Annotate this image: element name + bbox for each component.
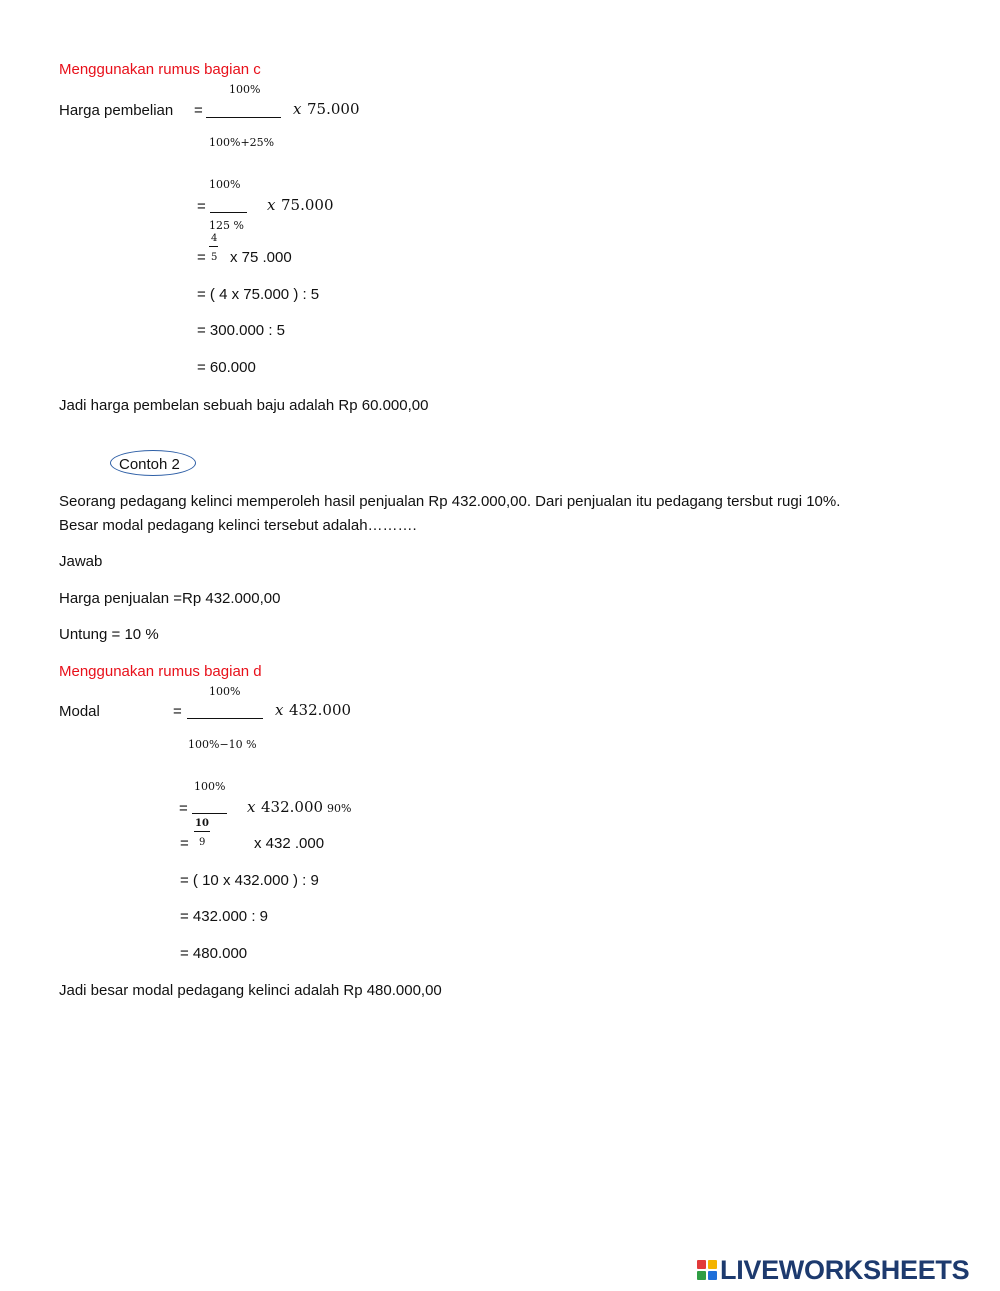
c-step-4: = ( 4 x 75.000 ) : 5 xyxy=(197,286,320,303)
c-frac1-value: 75.000 xyxy=(307,100,360,118)
c-step-5: = 300.000 : 5 xyxy=(197,322,285,339)
c-frac2-equals: = xyxy=(197,198,206,215)
c-frac2-bar xyxy=(210,212,247,213)
logo-text: LIVEWORKSHEETS xyxy=(720,1254,970,1285)
problem-line-2: Besar modal pedagang kelinci tersebut adalah………. xyxy=(59,517,417,534)
c-frac3-numerator: 4 xyxy=(211,233,218,244)
logo-block-l xyxy=(697,1260,706,1269)
liveworksheets-logo xyxy=(697,1256,969,1284)
logo-blocks-icon xyxy=(697,1260,717,1280)
given-selling-price: Harga penjualan =Rp 432.000,00 xyxy=(59,590,281,607)
answer-label: Jawab xyxy=(59,553,103,570)
c-frac1-denominator: 100%+25% xyxy=(209,136,275,149)
d-step-4: = ( 10 x 432.000 ) : 9 xyxy=(180,872,319,889)
modal-label: Modal xyxy=(59,703,100,720)
c-frac2-numerator: 100% xyxy=(209,178,241,191)
c-frac2-denominator: 125 % xyxy=(209,219,244,232)
d-conclusion: Jadi besar modal pedagang kelinci adalah Rp 480.000,00 xyxy=(59,982,442,999)
c-conclusion: Jadi harga pembelan sebuah baju adalah Rp 60.000,00 xyxy=(59,397,429,414)
logo-block-e xyxy=(708,1271,717,1280)
d-frac2-numerator: 100% xyxy=(194,780,226,793)
c-frac2-times: x xyxy=(267,196,276,214)
d-frac2-equals: = xyxy=(179,800,188,817)
d-frac3-bar xyxy=(194,831,210,832)
d-frac1-times: x xyxy=(275,701,284,719)
c-frac1-numerator: 100% xyxy=(229,83,261,96)
part-d-heading: Menggunakan rumus bagian d xyxy=(59,663,262,680)
logo-block-i xyxy=(708,1260,717,1269)
logo-block-v xyxy=(697,1271,706,1280)
part-c-heading: Menggunakan rumus bagian c xyxy=(59,61,261,78)
d-frac1-bar xyxy=(187,718,263,719)
d-frac2-bar xyxy=(192,813,227,814)
d-frac1-value: 432.000 xyxy=(289,701,352,719)
d-frac3-rest: x 432 .000 xyxy=(254,835,325,852)
given-profit: Untung = 10 % xyxy=(59,626,159,643)
c-frac2-value: 75.000 xyxy=(281,196,334,214)
d-frac1-denominator: 100%−10 % xyxy=(188,738,257,751)
c-equals-sign: = xyxy=(194,102,203,119)
d-step-5: = 432.000 : 9 xyxy=(180,908,268,925)
d-frac1-numerator: 100% xyxy=(209,685,241,698)
c-frac3-bar xyxy=(209,246,218,247)
d-frac2-times: x xyxy=(247,798,256,816)
c-frac3-denominator: 5 xyxy=(211,252,218,263)
d-frac3-numerator: 10 xyxy=(195,818,209,829)
d-frac2-value: 432.000 xyxy=(261,798,324,816)
d-frac3-equals: = xyxy=(180,835,189,852)
c-frac3-equals: = xyxy=(197,249,206,266)
c-frac3-rest: x 75 .000 xyxy=(230,249,292,266)
c-frac1-times: x xyxy=(293,100,302,118)
c-step-6: = 60.000 xyxy=(197,359,256,376)
d-equals-sign: = xyxy=(173,703,182,720)
contoh-2-title: Contoh 2 xyxy=(119,456,180,473)
d-frac3-denominator: 9 xyxy=(199,837,206,848)
c-frac1-bar xyxy=(206,117,281,118)
d-step-6: = 480.000 xyxy=(180,945,248,962)
problem-line-1: Seorang pedagang kelinci memperoleh hasil penjualan Rp 432.000,00. Dari penjualan itu pedagang tersbut rugi 10%. xyxy=(59,493,841,510)
harga-pembelian-label: Harga pembelian xyxy=(59,102,174,119)
d-frac2-denominator: 90% xyxy=(327,802,352,815)
